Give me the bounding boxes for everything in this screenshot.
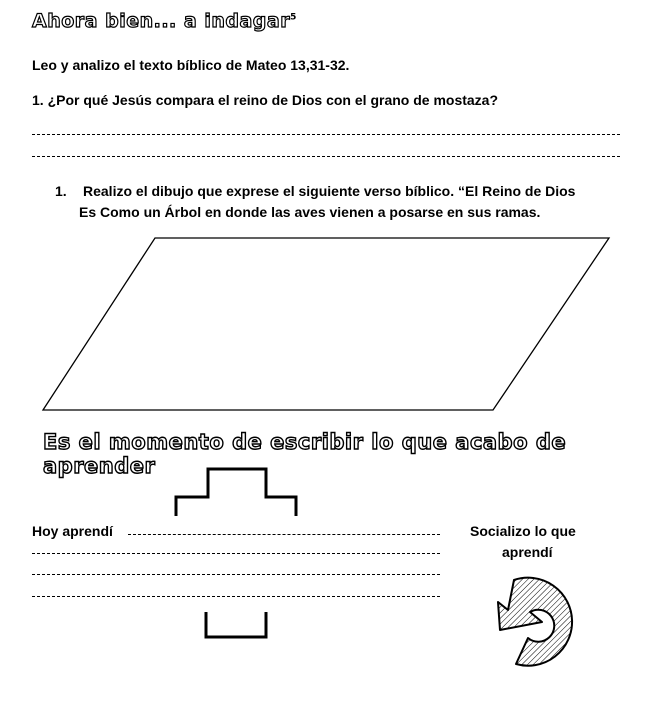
item-number: 1.	[55, 183, 67, 199]
question-1: 1. ¿Por qué Jesús compara el reino de Dios con el grano de mostaza?	[32, 92, 499, 108]
learned-line-2	[32, 553, 440, 554]
bracket-bottom	[206, 612, 266, 637]
item-text-line-1: Realizo el dibujo que exprese el siguiente verso bíblico. “El Reino de Dios	[83, 183, 576, 199]
learned-line-1	[128, 534, 440, 535]
intro-text: Leo y analizo el texto bíblico de Mateo 13,31-32.	[32, 57, 350, 73]
learned-line-3	[32, 574, 440, 575]
socializo-line-2: aprendí	[502, 544, 553, 560]
item-text-line-2: Es Como un Árbol en donde las aves vienen a posarse en sus ramas.	[79, 204, 541, 220]
bracket-top	[176, 469, 296, 516]
title-superscript: 5	[290, 12, 297, 23]
circular-arrow-icon	[490, 566, 600, 672]
hoy-aprendi-label: Hoy aprendí	[32, 523, 113, 539]
learned-line-4	[32, 596, 440, 597]
title-text: Ahora bien... a indagar	[32, 10, 291, 32]
socializo-line-1: Socializo lo que	[470, 523, 576, 539]
section-heading: Es el momento de escribir lo que acabo de aprender	[43, 430, 567, 478]
